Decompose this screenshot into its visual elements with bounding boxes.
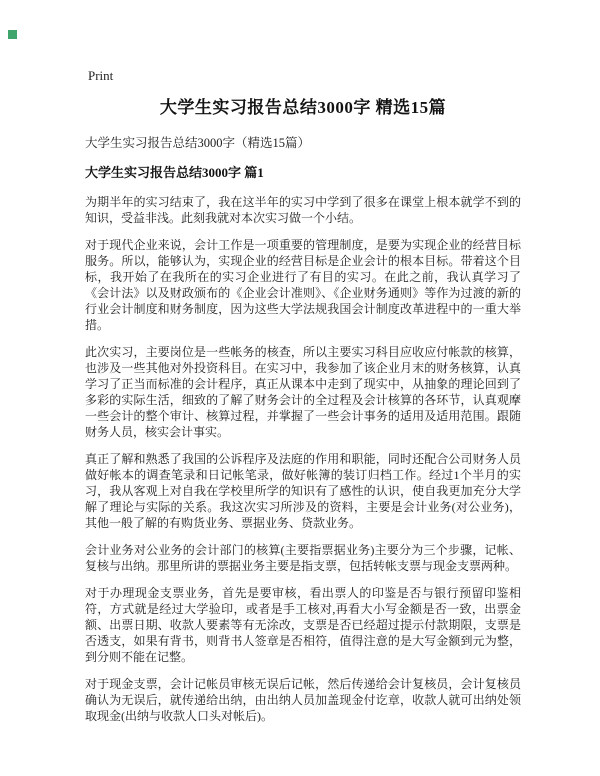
document-body <box>85 98 521 735</box>
paragraph: 对于现代企业来说，会计工作是一项重要的管理制度，是要为实现企业的经营目标服务。所以，能够认为，实现企业的经营目标是企业会计的根本目标。带着这个目标，我开始了在我所在的实习企业进行了有目的实习。在此之前，我认真学习了《会计法》以及财政颁布的《企业会计准则》、《企业财务通则》等作为过渡的新的行业会计制度和财务制度，因为这些大学法规我国会计制度改革进程中的一重大举措。 <box>85 238 521 332</box>
paragraph: 对于现金支票，会计记帐员审核无误后记帐，然后传递给会计复核员，会计复核员确认为无误后，就传递给出纳，由出纳人员加盖现金付讫章，收款人就可出纳处领取现金(出纳与收款人口头对帐后)。 <box>85 677 521 723</box>
section-heading: 大学生实习报告总结3000字 篇1 <box>85 165 264 180</box>
paragraph: 为期半年的实习结束了，我在这半年的实习中学到了很多在课堂上根本就学不到的知识，受益非浅。此刻我就对本次实习做一个小结。 <box>85 195 521 225</box>
print-button[interactable]: Print <box>88 68 114 83</box>
paragraph: 对于办理现金支票业务，首先是要审核，看出票人的印鉴是否与银行预留印鉴相符，方式就是经过大学验印，或者是手工核对,再看大小写金额是否一致，出票金额、出票日期、收款人要素等有无涂改，支票是否已经超过提示付款期限，支票是否透支，如果有背书，则背书人签章是否相符，值得注意的是大写金额到元为整，到分则不能在记整。 <box>85 586 521 664</box>
paragraph: 会计业务对公业务的会计部门的核算(主要指票据业务)主要分为三个步骤，记帐、复核与出纳。那里所讲的票据业务主要是指支票，包括转帐支票与现金支票两种。 <box>85 543 521 573</box>
green-marker-square <box>8 30 17 39</box>
paragraph: 真正了解和熟悉了我国的公诉程序及法庭的作用和职能，同时还配合公司财务人员做好帐本的调查笔录和日记帐笔录，做好帐簿的装订归档工作。经过1个半月的实习，我从客观上对自我在学校里所学的知识有了感性的认识，使自我更加充分大学解了理论与实际的关系。我这次实习所涉及的资料，主要是会计业务(对公业务)，其他一般了解的有购货业务、票据业务、贷款业务。 <box>85 452 521 530</box>
paragraph: 此次实习，主要岗位是一些帐务的核查，所以主要实习科目应收应付帐款的核算，也涉及一些其他对外投资科目。在实习中，我参加了该企业月末的财务核算，认真学习了正当而标准的会计程序，真正从课本中走到了现实中，从抽象的理论回到了多彩的实际生活，细致的了解了财务会计的全过程及会计核算的各环节，认真观摩一些会计的整个审计、核算过程，并掌握了一些会计事务的适用及适用范围。跟随财务人员，核实会计事实。 <box>85 345 521 439</box>
document-subtitle: 大学生实习报告总结3000字（精选15篇） <box>85 136 311 150</box>
page-title: 大学生实习报告总结3000字 精选15篇 <box>159 98 447 117</box>
